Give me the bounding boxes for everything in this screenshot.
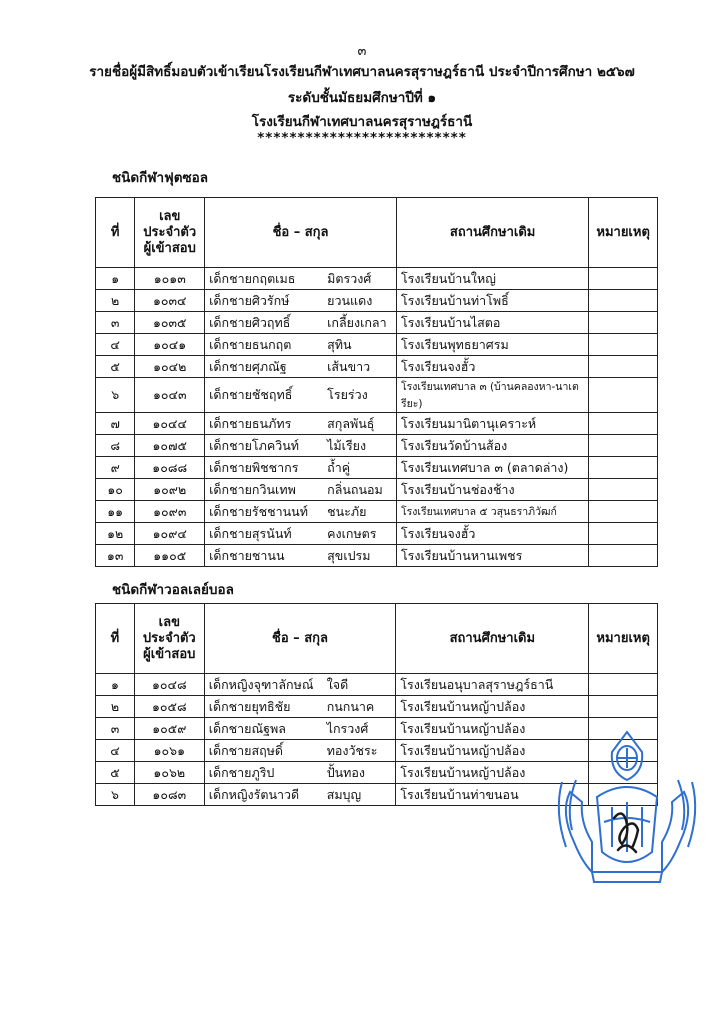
student-name-cell — [205, 356, 397, 378]
student-surname: สุขเปรม — [327, 547, 371, 563]
student-first-name: เด็กหญิงรัตนาวดี — [208, 786, 300, 802]
row-number: ๑๒ — [96, 523, 135, 545]
student-name-cell — [204, 718, 396, 740]
previous-school: โรงเรียนบ้านหญ้าปล้อง — [396, 762, 589, 784]
exam-id: ๑๐๑๓ — [135, 268, 205, 290]
remarks — [589, 356, 658, 378]
student-surname: เส้นขาว — [327, 358, 371, 374]
previous-school: โรงเรียนบ้านใหญ่ — [396, 268, 588, 290]
student-name-cell — [205, 334, 397, 356]
row-number: ๑๓ — [96, 545, 135, 567]
student-name-cell — [204, 696, 396, 718]
student-surname: ปั้นทอง — [326, 764, 366, 780]
student-first-name: เด็กชายสุรนันท์ — [209, 525, 292, 541]
student-surname: ไกรวงศ์ — [326, 720, 369, 736]
student-name-cell — [205, 501, 397, 523]
previous-school: โรงเรียนอนุบาลสุราษฎร์ธานี — [396, 674, 589, 696]
exam-id: ๑๐๓๔ — [135, 290, 205, 312]
exam-id: ๑๐๔๑ — [135, 334, 205, 356]
student-first-name: เด็กชายณัฐพล — [208, 720, 286, 736]
col-header-note: หมายเหตุ — [589, 604, 658, 674]
student-first-name: เด็กชายรัชชานนท์ — [209, 503, 308, 519]
student-first-name: เด็กชายยุทธิชัย — [208, 698, 291, 714]
title-separator: ************************** — [257, 130, 467, 146]
exam-id: ๑๐๔๔ — [135, 413, 205, 435]
col-header-exam-id-line: เลข — [159, 208, 181, 224]
row-number: ๑ — [96, 268, 135, 290]
remarks — [589, 696, 658, 718]
exam-id: ๑๐๘๘ — [135, 457, 205, 479]
col-header-no: ที่ — [96, 198, 135, 268]
student-first-name: เด็กชายโภควินท์ — [209, 437, 300, 453]
student-name-cell — [205, 312, 397, 334]
previous-school: โรงเรียนบ้านช่องช้าง — [396, 479, 588, 501]
table-row — [96, 523, 658, 545]
student-first-name: เด็กชายธนกฤต — [209, 336, 292, 352]
student-surname: สกุลพันธุ์ — [327, 415, 375, 431]
remarks — [589, 545, 658, 567]
previous-school: โรงเรียนบ้านหญ้าปล้อง — [396, 718, 589, 740]
futsal-table — [95, 197, 658, 567]
remarks — [589, 378, 658, 413]
student-surname: สุทิน — [327, 336, 352, 352]
previous-school: โรงเรียนบ้านหญ้าปล้อง — [396, 696, 589, 718]
student-first-name: เด็กชายศิวฤทธิ์ — [209, 314, 291, 330]
school-name-title: โรงเรียนกีฬาเทศบาลนครสุราษฎร์ธานี — [251, 114, 473, 130]
remarks — [589, 290, 658, 312]
row-number: ๑๐ — [96, 479, 135, 501]
col-header-exam-id-line: ผู้เข้าสอบ — [143, 240, 196, 256]
exam-id: ๑๐๔๒ — [135, 356, 205, 378]
previous-school: โรงเรียนบ้านไสตอ — [396, 312, 588, 334]
row-number: ๔ — [96, 740, 135, 762]
table-row — [96, 501, 658, 523]
student-first-name: เด็กชายชัชฤทธิ์ — [209, 387, 293, 402]
table-row — [96, 290, 658, 312]
exam-id: ๑๐๔๓ — [135, 378, 205, 413]
row-number: ๑๑ — [96, 501, 135, 523]
previous-school: โรงเรียนเทศบาล ๓ (ตลาดล่าง) — [396, 457, 588, 479]
student-first-name: เด็กชายกฤตเมธ — [209, 270, 296, 286]
exam-id: ๑๐๖๒ — [134, 762, 204, 784]
student-name-cell — [205, 545, 397, 567]
student-surname: สมบุญ — [326, 786, 362, 802]
student-surname: โรยร่วง — [327, 387, 368, 402]
table-row — [96, 268, 658, 290]
student-first-name: เด็กชายพิชชากร — [209, 459, 299, 475]
previous-school: โรงเรียนบ้านท่าโพธิ์ — [396, 290, 588, 312]
remarks — [589, 523, 658, 545]
school-seal-icon — [552, 722, 702, 892]
previous-school: โรงเรียนจงฮั้ว — [396, 356, 588, 378]
table-row — [96, 378, 658, 413]
col-header-name: ชื่อ – สกุล — [205, 198, 397, 268]
previous-school: โรงเรียนบ้านหญ้าปล้อง — [396, 740, 589, 762]
remarks — [589, 457, 658, 479]
table-row — [96, 356, 658, 378]
student-first-name: เด็กชายศิวรักษ์ — [209, 292, 290, 308]
remarks — [589, 413, 658, 435]
student-first-name: เด็กชายสฤษดิ์ — [208, 742, 284, 758]
exam-id: ๑๐๗๕ — [135, 435, 205, 457]
remarks — [589, 312, 658, 334]
exam-id: ๑๐๕๘ — [134, 696, 204, 718]
row-number: ๙ — [96, 457, 135, 479]
student-name-cell — [205, 268, 397, 290]
previous-school: โรงเรียนเทศบาล ๓ (บ้านคลองหา-นาเตรียะ) — [396, 378, 588, 413]
row-number: ๕ — [96, 356, 135, 378]
previous-school: โรงเรียนเทศบาล ๕ วสุนธราภิวัฒก์ — [396, 501, 588, 523]
page-number: ๓ — [357, 44, 367, 59]
student-name-cell — [205, 457, 397, 479]
remarks — [589, 435, 658, 457]
student-surname: ใจดี — [326, 676, 349, 692]
row-number: ๓ — [96, 312, 135, 334]
table-row — [96, 545, 658, 567]
row-number: ๑ — [96, 674, 135, 696]
row-number: ๔ — [96, 334, 135, 356]
table-row — [96, 696, 658, 718]
student-name-cell — [205, 413, 397, 435]
student-surname: คงเกษตร — [327, 525, 377, 541]
previous-school: โรงเรียนวัดบ้านส้อง — [396, 435, 588, 457]
col-header-note: หมายเหตุ — [589, 198, 658, 268]
row-number: ๓ — [96, 718, 135, 740]
student-surname: มิตรวงศ์ — [327, 270, 372, 286]
student-surname: ไม้เรียง — [327, 437, 367, 453]
previous-school: โรงเรียนบ้านหานเพชร — [396, 545, 588, 567]
exam-id: ๑๐๓๕ — [135, 312, 205, 334]
student-name-cell — [204, 762, 396, 784]
student-name-cell — [205, 523, 397, 545]
remarks — [589, 479, 658, 501]
previous-school: โรงเรียนบ้านท่าขนอน — [396, 784, 589, 806]
student-name-cell — [205, 290, 397, 312]
student-name-cell — [205, 378, 397, 413]
exam-id: ๑๐๙๓ — [135, 501, 205, 523]
exam-id: ๑๑๐๕ — [135, 545, 205, 567]
student-first-name: เด็กชายภูริป — [208, 764, 275, 780]
col-header-school: สถานศึกษาเดิม — [396, 198, 588, 268]
table-row — [96, 413, 658, 435]
table-row — [96, 479, 658, 501]
previous-school: โรงเรียนจงฮั้ว — [396, 523, 588, 545]
row-number: ๒ — [96, 696, 135, 718]
table-header-row — [96, 604, 658, 674]
section-title-futsal: ชนิดกีฬาฟุตซอล — [112, 170, 209, 186]
student-first-name: เด็กชายชานน — [209, 547, 285, 563]
table-row — [96, 334, 658, 356]
row-number: ๘ — [96, 435, 135, 457]
student-first-name: เด็กชายธนภัทร — [209, 415, 292, 431]
student-name-cell — [205, 479, 397, 501]
col-header-school: สถานศึกษาเดิม — [396, 604, 589, 674]
col-header-no: ที่ — [96, 604, 135, 674]
previous-school: โรงเรียนพุทธยาศรม — [396, 334, 588, 356]
student-name-cell — [204, 674, 396, 696]
student-first-name: เด็กชายศุภณัฐ — [209, 358, 287, 374]
remarks — [589, 268, 658, 290]
student-surname: ถ้ำคู่ — [327, 459, 351, 475]
remarks — [589, 334, 658, 356]
student-surname: ยวนแดง — [327, 292, 373, 308]
exam-id: ๑๐๕๙ — [134, 718, 204, 740]
student-surname: เกลี้ยงเกลา — [327, 314, 387, 330]
exam-id: ๑๐๘๓ — [134, 784, 204, 806]
remarks — [589, 501, 658, 523]
col-header-name: ชื่อ – สกุล — [204, 604, 396, 674]
student-name-cell — [205, 435, 397, 457]
exam-id: ๑๐๖๑ — [134, 740, 204, 762]
row-number: ๒ — [96, 290, 135, 312]
table-row — [96, 457, 658, 479]
col-header-exam-id-line: ผู้เข้าสอบ — [143, 646, 196, 662]
col-header-exam-id-line: ประจำตัว — [143, 224, 197, 240]
table-header-row — [96, 198, 658, 268]
row-number: ๕ — [96, 762, 135, 784]
exam-id: ๑๐๙๔ — [135, 523, 205, 545]
student-first-name: เด็กหญิงจุฑาลักษณ์ — [208, 676, 314, 692]
exam-id: ๑๐๔๘ — [134, 674, 204, 696]
document-title: รายชื่อผู้มีสิทธิ์มอบตัวเข้าเรียนโรงเรียนกีฬาเทศบาลนครสุราษฎร์ธานี ประจำปีการศึกษา ๒๕๖๗ — [89, 64, 635, 80]
row-number: ๖ — [96, 378, 135, 413]
col-header-exam-id-line: ประจำตัว — [142, 630, 196, 646]
student-name-cell — [204, 740, 396, 762]
student-surname: ชนะภัย — [327, 503, 367, 519]
previous-school: โรงเรียนมานิตานุเคราะห์ — [396, 413, 588, 435]
student-surname: ทองวัชระ — [326, 742, 378, 758]
remarks — [589, 674, 658, 696]
table-row — [96, 674, 658, 696]
col-header-exam-id — [134, 604, 204, 674]
student-first-name: เด็กชายกวินเทพ — [209, 481, 296, 497]
exam-id: ๑๐๙๒ — [135, 479, 205, 501]
student-name-cell — [204, 784, 396, 806]
grade-level-title: ระดับชั้นมัธยมศึกษาปีที่ ๑ — [287, 90, 437, 106]
student-surname: กลิ่นถนอม — [327, 481, 383, 497]
student-surname: กนกนาค — [326, 698, 375, 714]
col-header-exam-id — [135, 198, 205, 268]
col-header-exam-id-line: เลข — [158, 614, 180, 630]
section-title-volleyball: ชนิดกีฬาวอลเลย์บอล — [112, 582, 234, 598]
row-number: ๗ — [96, 413, 135, 435]
row-number: ๖ — [96, 784, 135, 806]
table-row — [96, 435, 658, 457]
table-row — [96, 312, 658, 334]
